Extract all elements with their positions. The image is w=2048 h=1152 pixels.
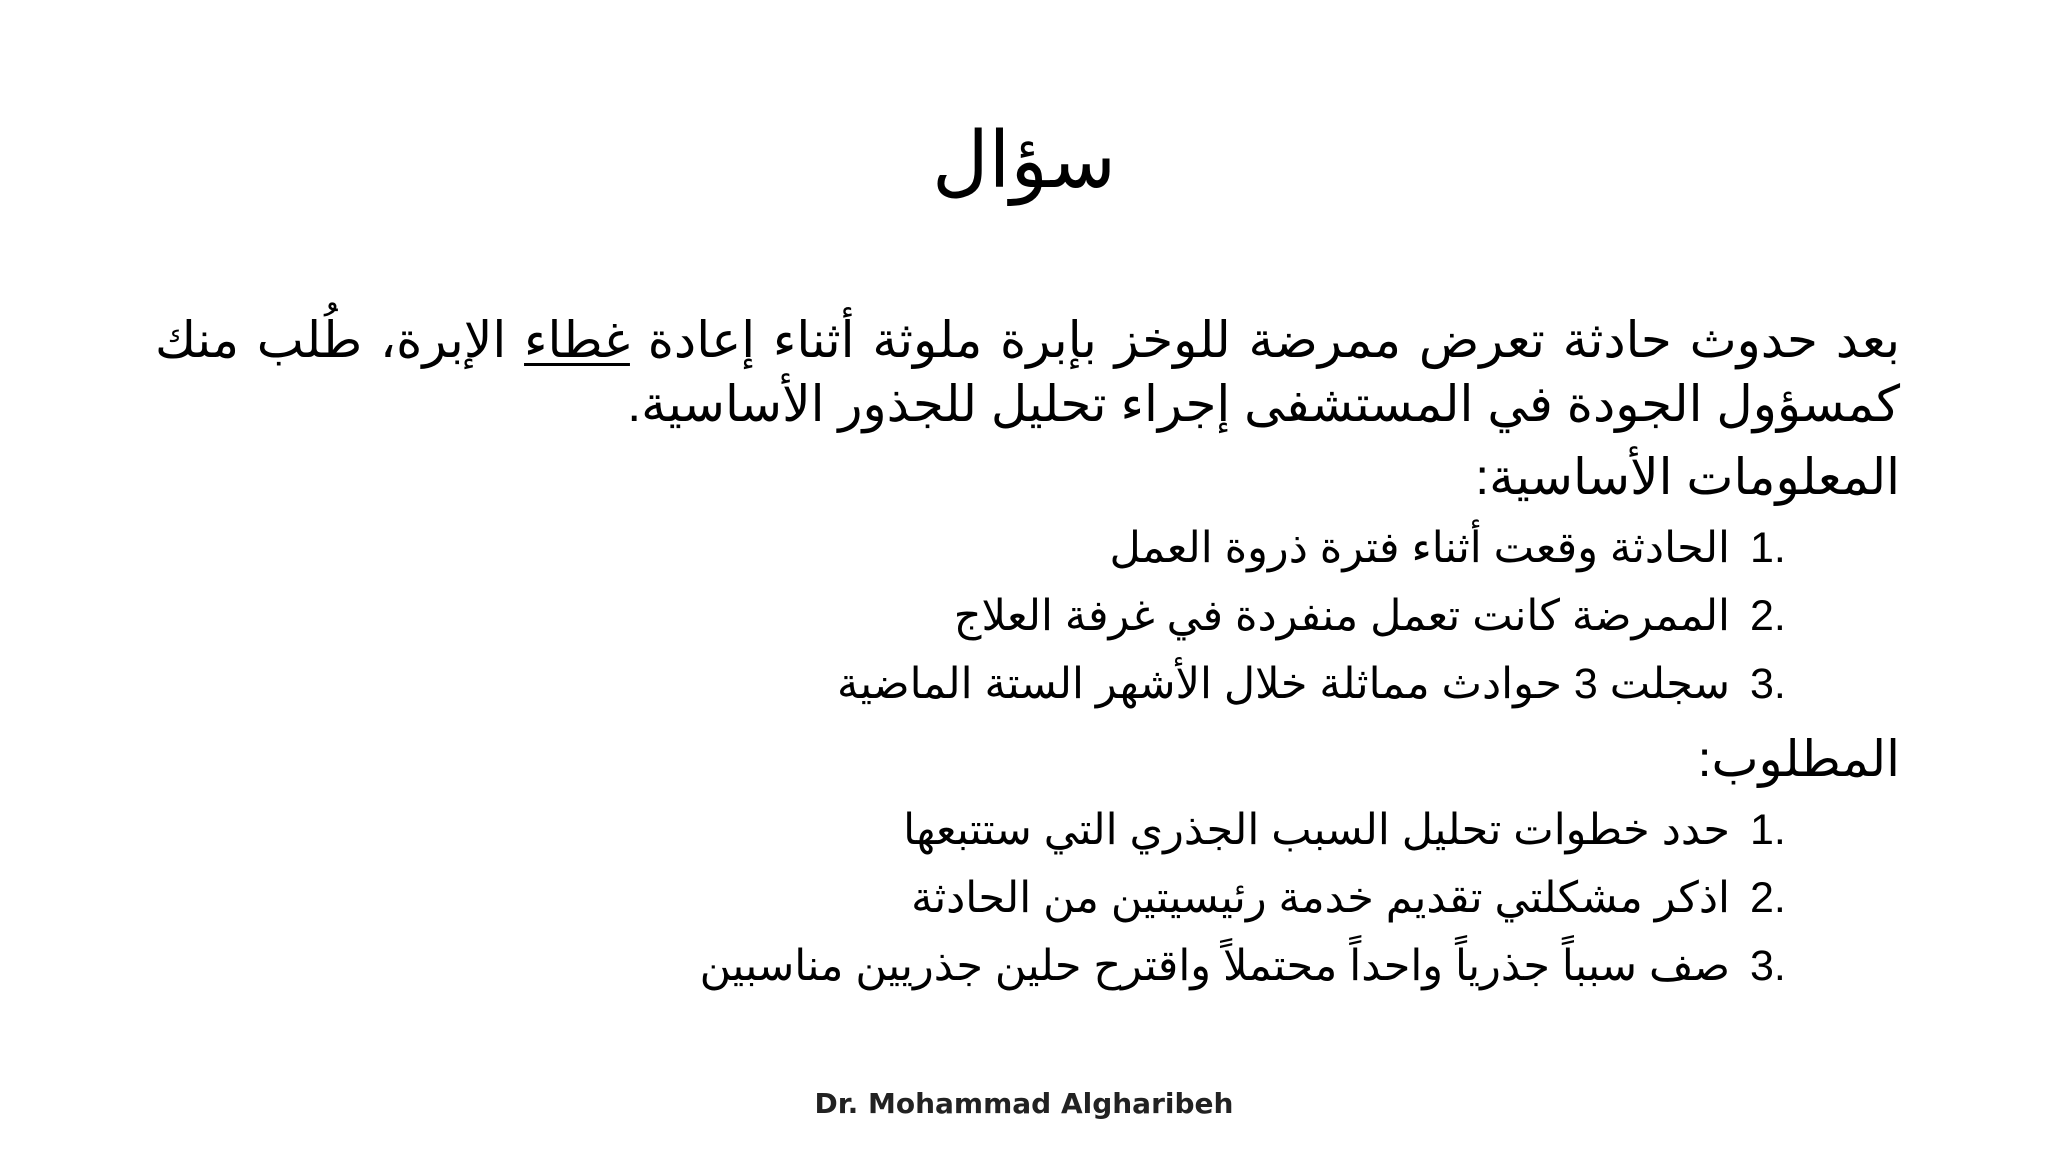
required-item (155, 796, 1900, 864)
required-list (155, 796, 1900, 1000)
list-item-text: اذكر مشكلتي تقديم خدمة رئيسيتين من الحادثة (911, 874, 1730, 922)
list-number: 1. (1750, 806, 1786, 854)
slide-title: سؤال (932, 116, 1116, 204)
list-number: 2. (1750, 874, 1786, 922)
info-item (155, 650, 1900, 718)
required-item (155, 864, 1900, 932)
list-item-text: سجلت 3 حوادث مماثلة خلال الأشهر الستة الماضية (837, 660, 1730, 708)
info-item (155, 514, 1900, 582)
info-item (155, 582, 1900, 650)
list-item-text: صف سبباً جذرياً واحداً محتملاً واقترح حلين جذريين مناسبين (699, 942, 1730, 990)
intro-text-part2: الإبرة، طُلب منك كمسؤول الجودة في المستشفى إجراء تحليل للجذور الأساسية. (155, 312, 1900, 432)
list-number: 1. (1750, 524, 1786, 572)
list-item-text: الممرضة كانت تعمل منفردة في غرفة العلاج (953, 592, 1730, 640)
list-item-text: الحادثة وقعت أثناء فترة ذروة العمل (1109, 524, 1730, 572)
intro-text-part1: بعد حدوث حادثة تعرض ممرضة للوخز بإبرة ملوثة أثناء إعادة (629, 312, 1901, 368)
list-number: 3. (1750, 660, 1786, 708)
slide-footer-author: Dr. Mohammad Algharibeh (814, 1087, 1234, 1120)
intro-paragraph (155, 308, 1900, 436)
intro-underlined-word: غطاء (524, 312, 630, 368)
info-list (155, 514, 1900, 718)
info-heading: المعلومات الأساسية: (1475, 449, 1900, 505)
slide-content (155, 308, 1900, 1000)
required-heading: المطلوب: (1697, 731, 1900, 787)
list-number: 3. (1750, 942, 1786, 990)
list-item-text: حدد خطوات تحليل السبب الجذري التي ستتبعها (903, 806, 1730, 854)
required-item (155, 932, 1900, 1000)
list-number: 2. (1750, 592, 1786, 640)
